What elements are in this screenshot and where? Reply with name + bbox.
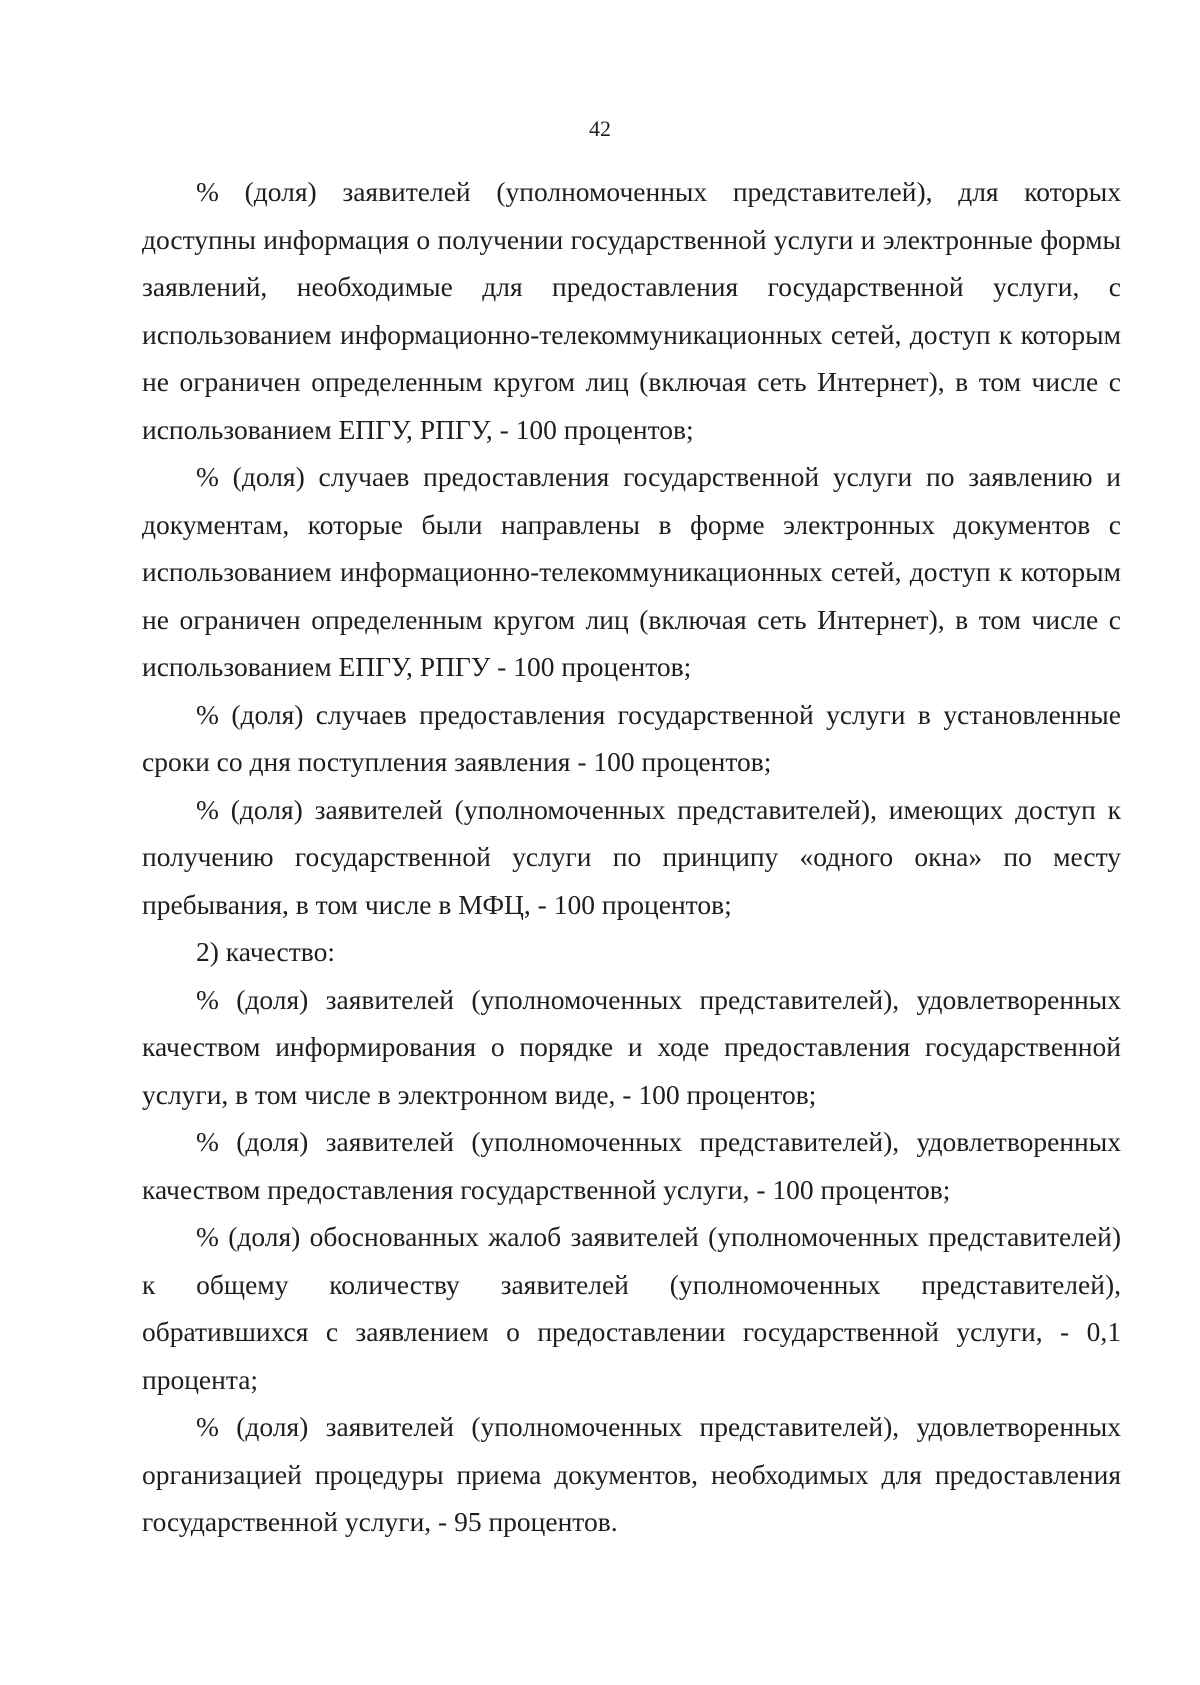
paragraph-service-quality: % (доля) заявителей (уполномоченных представителей), удовлетворенных качеством предоставления государственной услуги, - 100 процентов; (142, 1126, 1121, 1205)
paragraph-availability-info: % (доля) заявителей (уполномоченных представителей), для которых доступны информация о получении государственной услуги и электронные формы заявлений, необходимые для предоставления государственной услуги, с использованием информационно-телекоммуникационных сетей, доступ к которым не ограничен определенным кругом лиц (включая сеть Интернет), в том числе с использованием ЕПГУ, РПГУ, - 100 процентов; (142, 176, 1121, 445)
paragraph-informing-quality: % (доля) заявителей (уполномоченных представителей), удовлетворенных качеством информирования о порядке и ходе предоставления государственной услуги, в том числе в электронном виде, - 100 процентов; (142, 983, 1121, 1110)
paragraph-complaints-share: % (доля) обоснованных жалоб заявителей (уполномоченных представителей) к общему количеству заявителей (уполномоченных представителей), обратившихся с заявлением о предоставлении государственной услуги, - 0,1 процента; (142, 1221, 1121, 1395)
body-text (142, 168, 1121, 1546)
paragraph-reception-satisfaction: % (доля) заявителей (уполномоченных представителей), удовлетворенных организацией процедуры приема документов, необходимых для предоставления государственной услуги, - 95 процентов. (142, 1411, 1121, 1537)
paragraph-one-window-access: % (доля) заявителей (уполномоченных представителей), имеющих доступ к получению государственной услуги по принципу «одного окна» по месту пребывания, в том числе в МФЦ, - 100 процентов; (142, 793, 1121, 920)
section-heading-quality: 2) качество: (196, 936, 335, 967)
paragraph-electronic-documents: % (доля) случаев предоставления государственной услуги по заявлению и документам, которые были направлены в форме электронных документов с использованием информационно-телекоммуникационных сетей, доступ к которым не ограничен определенным кругом лиц (включая сеть Интернет), в том числе с использованием ЕПГУ, РПГУ - 100 процентов; (142, 461, 1121, 682)
page-number: 42 (589, 116, 611, 141)
paragraph-timely-service: % (доля) случаев предоставления государственной услуги в установленные сроки со дня поступления заявления - 100 процентов; (142, 698, 1121, 777)
